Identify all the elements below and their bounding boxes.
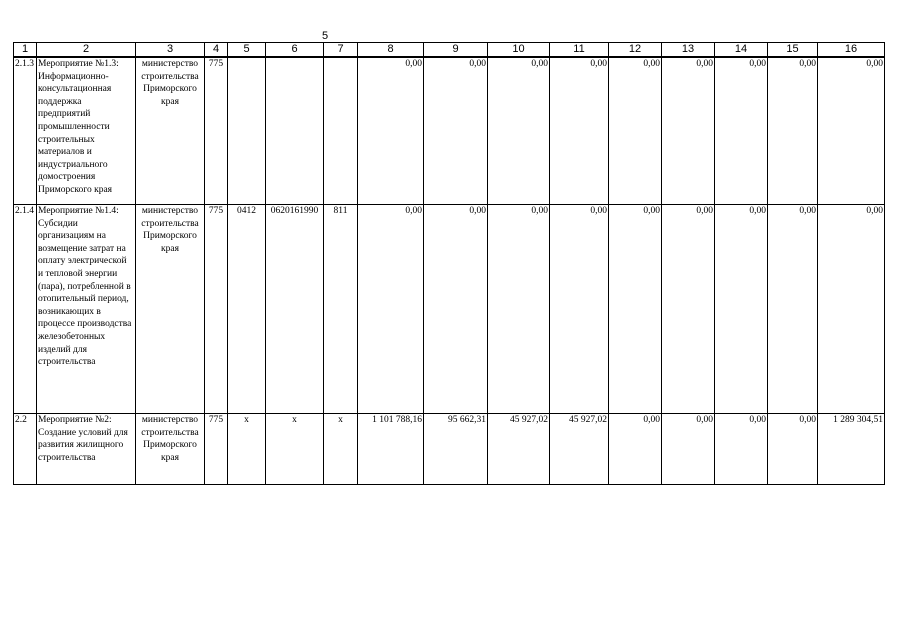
row-c8: 0,00 [358, 205, 424, 414]
row-c9: 0,00 [424, 205, 488, 414]
col-header: 12 [609, 43, 662, 58]
row-c6: x [266, 414, 324, 485]
row-c16: 0,00 [818, 205, 885, 414]
row-c8: 1 101 788,16 [358, 414, 424, 485]
row-c6: 0620161990 [266, 205, 324, 414]
row-c5: x [228, 414, 266, 485]
row-activity-name: Мероприятие №2: Создание условий для развития жилищного строительства [37, 414, 136, 485]
row-c4: 775 [205, 57, 228, 205]
row-c11: 45 927,02 [550, 414, 609, 485]
row-code: 2.1.4 [14, 205, 37, 414]
row-c13: 0,00 [662, 57, 715, 205]
row-c6 [266, 57, 324, 205]
row-c10: 45 927,02 [488, 414, 550, 485]
header-row [14, 43, 885, 58]
row-c8: 0,00 [358, 57, 424, 205]
col-header: 15 [768, 43, 818, 58]
row-c5: 0412 [228, 205, 266, 414]
row-code: 2.1.3 [14, 57, 37, 205]
row-c16: 1 289 304,51 [818, 414, 885, 485]
row-c12: 0,00 [609, 414, 662, 485]
col-header: 9 [424, 43, 488, 58]
table-row [14, 57, 885, 205]
row-c11: 0,00 [550, 57, 609, 205]
row-c11: 0,00 [550, 205, 609, 414]
col-header: 14 [715, 43, 768, 58]
row-c7 [324, 57, 358, 205]
row-c7: 811 [324, 205, 358, 414]
budget-table [13, 42, 885, 485]
row-c9: 95 662,31 [424, 414, 488, 485]
row-c13: 0,00 [662, 205, 715, 414]
col-header: 11 [550, 43, 609, 58]
row-code: 2.2 [14, 414, 37, 485]
row-c10: 0,00 [488, 57, 550, 205]
col-header: 16 [818, 43, 885, 58]
row-c5 [228, 57, 266, 205]
row-c12: 0,00 [609, 57, 662, 205]
row-c13: 0,00 [662, 414, 715, 485]
row-c15: 0,00 [768, 205, 818, 414]
row-activity-name: Мероприятие №1.3: Информационно-консультационная поддержка предприятий промышленности строительных материалов и индустриального домостроения Приморского края [37, 57, 136, 205]
table-row [14, 414, 885, 485]
row-executor: министерство строительства Приморского края [136, 57, 205, 205]
row-c15: 0,00 [768, 414, 818, 485]
col-header: 8 [358, 43, 424, 58]
col-header: 5 [228, 43, 266, 58]
row-c12: 0,00 [609, 205, 662, 414]
col-header: 7 [324, 43, 358, 58]
row-activity-name: Мероприятие №1.4: Субсидии организациям на возмещение затрат на оплату электрической и тепловой энергии (пара), потребленной в отопительный период, возникающих в процессе производства железобетонных изделий для строительства [37, 205, 136, 414]
col-header: 2 [37, 43, 136, 58]
col-header: 13 [662, 43, 715, 58]
page-number: 5 [321, 30, 329, 42]
row-c14: 0,00 [715, 57, 768, 205]
row-c15: 0,00 [768, 57, 818, 205]
col-header: 3 [136, 43, 205, 58]
row-c7: x [324, 414, 358, 485]
row-c9: 0,00 [424, 57, 488, 205]
table-row [14, 205, 885, 414]
row-c14: 0,00 [715, 205, 768, 414]
col-header: 10 [488, 43, 550, 58]
row-executor: министерство строительства Приморского края [136, 205, 205, 414]
row-c4: 775 [205, 414, 228, 485]
col-header: 4 [205, 43, 228, 58]
row-c10: 0,00 [488, 205, 550, 414]
row-executor: министерство строительства Приморского края [136, 414, 205, 485]
col-header: 1 [14, 43, 37, 58]
row-c14: 0,00 [715, 414, 768, 485]
col-header: 6 [266, 43, 324, 58]
row-c4: 775 [205, 205, 228, 414]
row-c16: 0,00 [818, 57, 885, 205]
